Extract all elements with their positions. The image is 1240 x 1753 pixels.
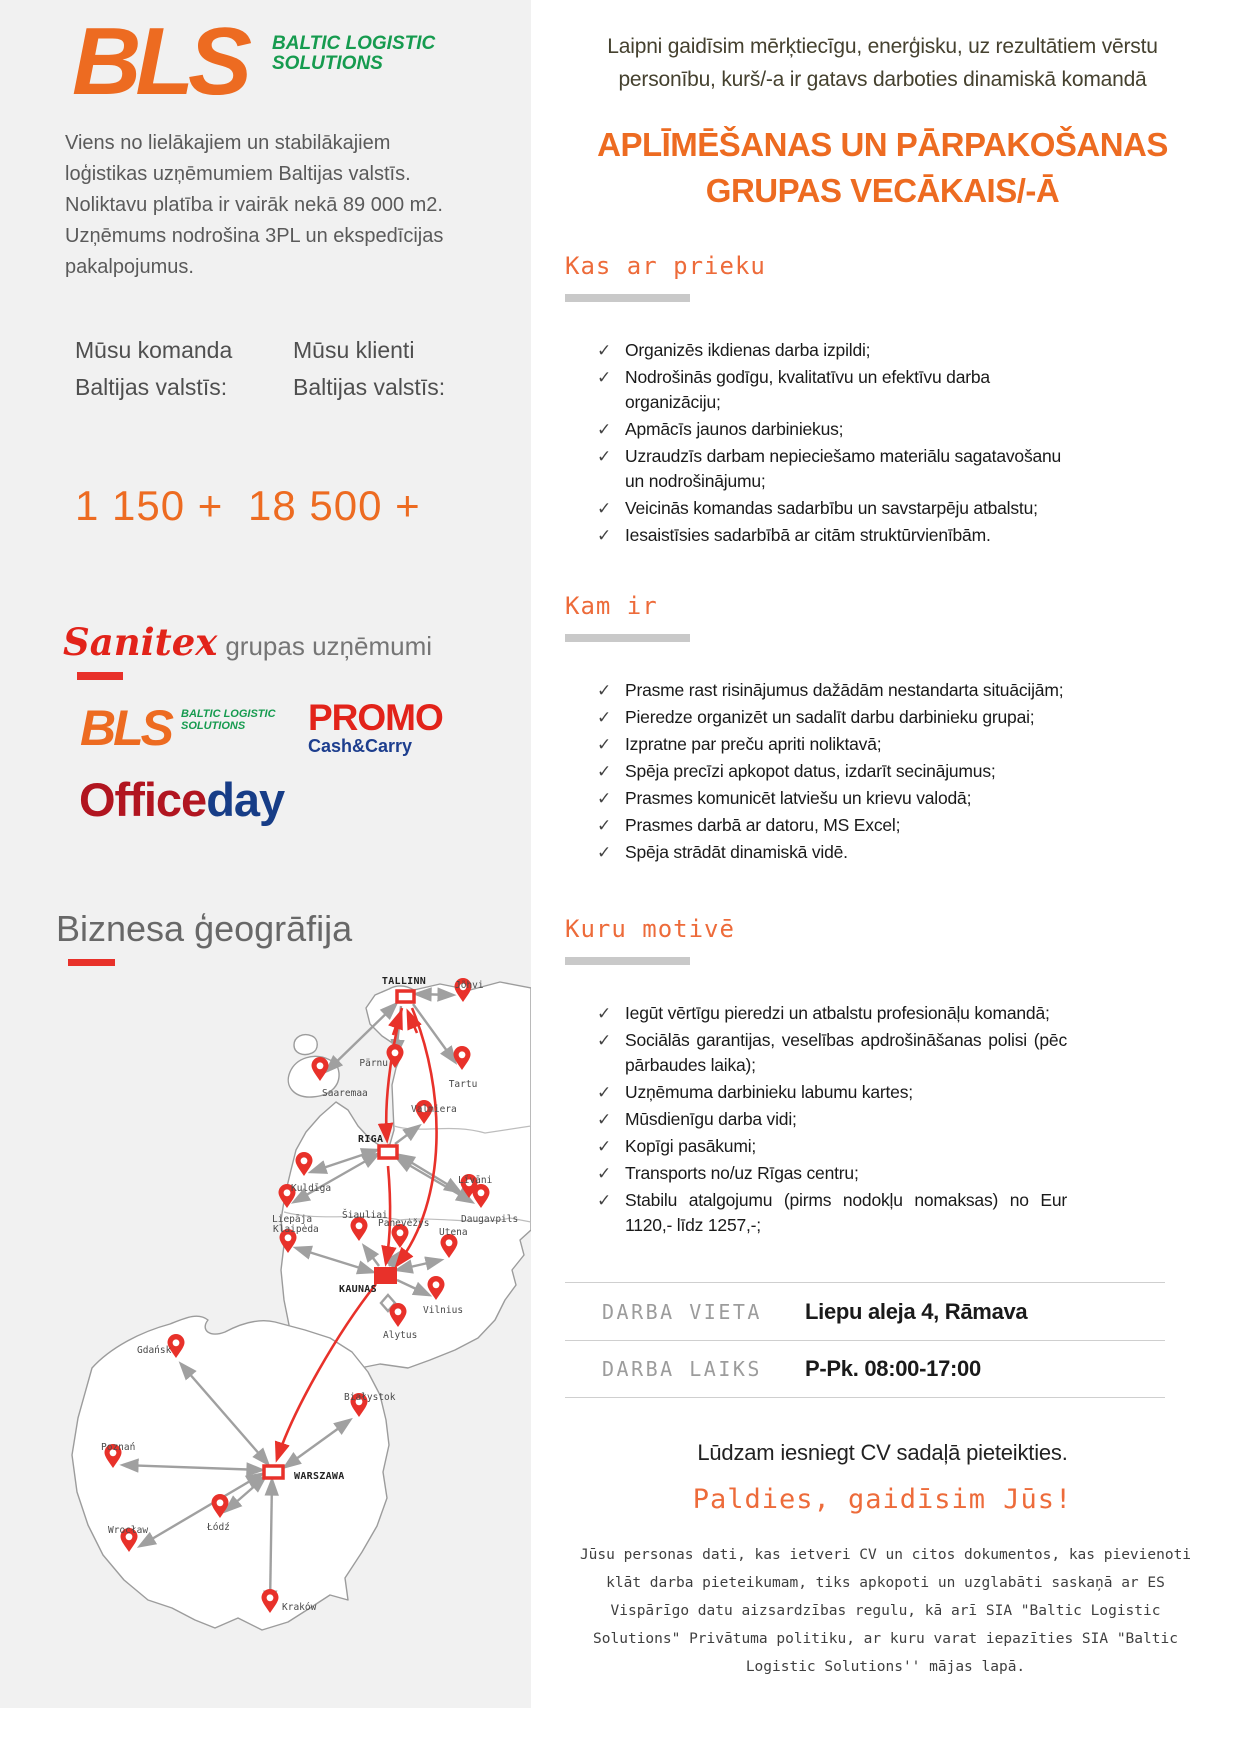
check-icon: ✓ bbox=[597, 526, 612, 545]
city-label: Alytus bbox=[383, 1330, 418, 1341]
bls-logo-small bbox=[80, 700, 276, 756]
cv-note: Lūdzam iesniegt CV sadaļā pieteikties. bbox=[697, 1440, 1068, 1465]
city-label: Panevėžys bbox=[378, 1218, 430, 1229]
list-item bbox=[597, 496, 1067, 521]
bullet-text: Kopīgi pasākumi; bbox=[625, 1136, 757, 1156]
table-row bbox=[565, 1340, 1165, 1398]
bullet-text: Uzraudzīs darbam nepieciešamo materiālu sagatavošanu un nodrošinājumu; bbox=[625, 446, 1062, 491]
hub-tallinn bbox=[397, 991, 414, 1002]
job-title-line1: APLĪMĒŠANAS UN PĀRPAKOŠANAS bbox=[597, 126, 1168, 163]
section-underline bbox=[565, 957, 690, 965]
city-label: Kraków bbox=[282, 1602, 317, 1613]
list-item bbox=[597, 705, 1067, 730]
benefits-list bbox=[597, 1001, 1067, 1238]
city-label: Tartu bbox=[448, 1079, 478, 1090]
list-item bbox=[597, 417, 1067, 442]
list-item bbox=[597, 813, 1067, 838]
section-heading: Kuru motivē bbox=[565, 915, 735, 943]
check-icon: ✓ bbox=[597, 1137, 612, 1156]
check-icon: ✓ bbox=[597, 735, 612, 754]
bullet-text: Iesaistīsies sadarbībā ar citām struktūrvienībām. bbox=[625, 525, 991, 545]
list-item bbox=[597, 678, 1067, 703]
check-icon: ✓ bbox=[597, 499, 612, 518]
city-label: Pärnu bbox=[359, 1058, 388, 1069]
list-item bbox=[597, 1001, 1067, 1026]
detail-label: DARBA VIETA bbox=[602, 1299, 762, 1324]
group-suffix: grupas uzņēmumi bbox=[225, 631, 432, 661]
job-title-line2: GRUPAS VECĀKAIS/-Ā bbox=[705, 172, 1060, 209]
stat-value-clients: 18 500 + bbox=[248, 482, 421, 529]
list-item bbox=[597, 1080, 1067, 1105]
hub-warszawa bbox=[264, 1466, 283, 1478]
list-item bbox=[597, 840, 1067, 865]
duties-list bbox=[597, 338, 1067, 548]
bls-tagline-line2: SOLUTIONS bbox=[272, 53, 383, 74]
city-label: Poznań bbox=[101, 1442, 136, 1453]
group-line bbox=[63, 620, 432, 664]
list-item bbox=[597, 759, 1067, 784]
list-item bbox=[597, 1161, 1067, 1186]
city-label: Valmiera bbox=[411, 1104, 457, 1115]
city-label: Łódź bbox=[207, 1522, 230, 1533]
privacy-notice: Jūsu personas dati, kas ietveri CV un citos dokumentos, kas pievienoti klāt darba pieteikumam, tiks apkopoti un uzglabāti saskaņā ar ES Vispārīgo datu aizsardzības regulu, kā arī SIA "Baltic Logistic Solutions" Privātuma politiku, ar kuru varat iepazīties SIA "Baltic Logistic Solutions'' mājas lapā. bbox=[579, 1547, 1192, 1675]
officeday-logo bbox=[79, 772, 284, 827]
job-details-table bbox=[565, 1282, 1165, 1398]
bullet-text: Organizēs ikdienas darba izpildi; bbox=[625, 340, 871, 360]
city-label: Daugavpils bbox=[461, 1214, 519, 1225]
check-icon: ✓ bbox=[597, 368, 612, 387]
bullet-text: Izpratne par preču apriti noliktavā; bbox=[625, 734, 882, 754]
company-stat-values bbox=[75, 482, 421, 530]
list-item bbox=[597, 444, 1067, 494]
check-icon: ✓ bbox=[597, 420, 612, 439]
officeday-part1: Office bbox=[79, 773, 207, 826]
check-icon: ✓ bbox=[597, 1191, 612, 1210]
section-heading: Kas ar prieku bbox=[565, 252, 766, 280]
check-icon: ✓ bbox=[597, 1083, 612, 1102]
bullet-text: Prasmes komunicēt latviešu un krievu valodā; bbox=[625, 788, 972, 808]
check-icon: ✓ bbox=[597, 447, 612, 466]
promo-subtitle: Cash&Carry bbox=[308, 736, 413, 756]
list-item bbox=[597, 1188, 1067, 1238]
business-geography-map bbox=[0, 940, 531, 1660]
bullet-text: Apmācīs jaunos darbiniekus; bbox=[625, 419, 844, 439]
bls-small-text: BLS bbox=[80, 700, 171, 756]
stat-label-clients: Mūsu klienti Baltijas valstīs: bbox=[293, 337, 446, 400]
bullet-text: Transports no/uz Rīgas centru; bbox=[625, 1163, 859, 1183]
check-icon: ✓ bbox=[597, 1164, 612, 1183]
section-requirements bbox=[565, 592, 1240, 865]
hub-kaunas bbox=[375, 1268, 396, 1283]
bullet-text: Iegūt vērtīgu pieredzi un atbalstu profesionāļu komandā; bbox=[625, 1003, 1050, 1023]
city-label: Vilnius bbox=[423, 1305, 464, 1316]
section-underline bbox=[565, 634, 690, 642]
check-icon: ✓ bbox=[597, 762, 612, 781]
check-icon: ✓ bbox=[597, 1004, 612, 1023]
hub-label: KAUNAS bbox=[339, 1284, 377, 1295]
bls-small-tagline bbox=[181, 709, 276, 732]
city-label: Šiauliai bbox=[342, 1210, 388, 1221]
section-benefits bbox=[565, 915, 1240, 1238]
bullet-text: Spēja strādāt dinamiskā vidē. bbox=[625, 842, 848, 862]
hub-riga bbox=[379, 1146, 397, 1158]
stat-value-team: 1 150 + bbox=[75, 482, 224, 529]
city-label: Klaipėda bbox=[273, 1224, 319, 1235]
list-item bbox=[597, 338, 1067, 363]
stat-label-team: Mūsu komanda Baltijas valstīs: bbox=[75, 337, 233, 400]
list-item bbox=[597, 365, 1067, 415]
detail-value: Liepu aleja 4, Rāmava bbox=[805, 1298, 1028, 1324]
bls-small-tagline-line1: BALTIC LOGISTIC bbox=[181, 708, 276, 720]
sanitex-logo: Sanitex bbox=[63, 620, 218, 664]
list-item bbox=[597, 786, 1067, 811]
promo-logo bbox=[308, 697, 443, 757]
city-label: Kuldīga bbox=[291, 1183, 332, 1194]
company-description: Viens no lielākajiem un stabilākajiem loģistikas uzņēmumiem Baltijas valstīs. Noliktavu platība ir vairāk nekā 89 000 m2. Uzņēmums nodrošina 3PL un ekspedīcijas pakalpojumus. bbox=[65, 132, 444, 278]
bullet-text: Stabilu atalgojumu (pirms nodokļu nomaksas) no Eur 1120,- līdz 1257,-; bbox=[625, 1190, 1067, 1235]
city-label: Liepāja bbox=[272, 1214, 313, 1225]
check-icon: ✓ bbox=[597, 341, 612, 360]
geography-heading: Biznesa ģeogrāfija bbox=[56, 908, 353, 949]
check-icon: ✓ bbox=[597, 708, 612, 727]
list-item bbox=[597, 732, 1067, 757]
bullet-text: Mūsdienīgu darba vidi; bbox=[625, 1109, 797, 1129]
check-icon: ✓ bbox=[597, 1031, 612, 1050]
officeday-part2: day bbox=[206, 773, 285, 826]
bullet-text: Prasmes darbā ar datoru, MS Excel; bbox=[625, 815, 901, 835]
thanks-message: Paldies, gaidīsim Jūs! bbox=[692, 1484, 1073, 1515]
check-icon: ✓ bbox=[597, 789, 612, 808]
job-title bbox=[565, 122, 1200, 214]
bullet-text: Veicinās komandas sadarbību un savstarpēju atbalstu; bbox=[625, 498, 1038, 518]
promo-title: PROMO bbox=[308, 697, 443, 738]
city-label: Līvāni bbox=[458, 1175, 493, 1186]
section-heading: Kam ir bbox=[565, 592, 658, 620]
hub-label: RIGA bbox=[358, 1134, 384, 1145]
bls-tagline-line1: BALTIC LOGISTIC bbox=[272, 33, 436, 54]
company-stats bbox=[75, 332, 483, 406]
list-item bbox=[597, 1028, 1067, 1078]
bullet-text: Nodrošinās godīgu, kvalitatīvu un efektīvu darba organizāciju; bbox=[625, 367, 990, 412]
section-duties bbox=[565, 252, 1240, 548]
bullet-text: Prasme rast risinājumus dažādām nestandarta situācijām; bbox=[625, 680, 1064, 700]
vacancy-content bbox=[531, 0, 1240, 1681]
hub-label: WARSZAWA bbox=[294, 1471, 345, 1482]
intro-text: Laipni gaidīsim mērķtiecīgu, enerģisku, uz rezultātiem vērstu personību, kurš/-a ir gatavs darboties dinamiskā komandā bbox=[607, 35, 1158, 91]
city-label: Saaremaa bbox=[322, 1088, 368, 1099]
list-item bbox=[597, 1107, 1067, 1132]
bullet-text: Uzņēmuma darbinieku labumu kartes; bbox=[625, 1082, 913, 1102]
hub-label: TALLINN bbox=[381, 976, 427, 987]
check-icon: ✓ bbox=[597, 1110, 612, 1129]
city-label: Gdańsk bbox=[137, 1345, 172, 1356]
city-label: Białystok bbox=[344, 1392, 396, 1403]
detail-value: P-Pk. 08:00-17:00 bbox=[805, 1356, 981, 1381]
check-icon: ✓ bbox=[597, 816, 612, 835]
section-underline bbox=[565, 294, 690, 302]
red-divider bbox=[77, 672, 123, 680]
check-icon: ✓ bbox=[597, 681, 612, 700]
island-hiiumaa bbox=[294, 1035, 317, 1055]
city-label: Wrocław bbox=[108, 1525, 149, 1536]
bullet-text: Sociālās garantijas, veselības apdrošināšanas polisi (pēc pārbaudes laika); bbox=[625, 1030, 1067, 1075]
detail-label: DARBA LAIKS bbox=[602, 1357, 762, 1381]
company-panel bbox=[0, 0, 531, 1708]
bls-logo-text: BLS bbox=[72, 8, 246, 115]
bls-logo-tagline bbox=[272, 34, 435, 74]
bls-logo bbox=[72, 8, 436, 115]
list-item bbox=[597, 1134, 1067, 1159]
bullet-text: Spēja precīzi apkopot datus, izdarīt secinājumus; bbox=[625, 761, 996, 781]
check-icon: ✓ bbox=[597, 843, 612, 862]
city-label: Utena bbox=[439, 1227, 468, 1238]
requirements-list bbox=[597, 678, 1067, 865]
table-row bbox=[565, 1282, 1165, 1340]
city-label: Jõhvi bbox=[455, 980, 484, 991]
list-item bbox=[597, 523, 1067, 548]
bullet-text: Pieredze organizēt un sadalīt darbu darbinieku grupai; bbox=[625, 707, 1035, 727]
bls-small-tagline-line2: SOLUTIONS bbox=[181, 719, 246, 732]
